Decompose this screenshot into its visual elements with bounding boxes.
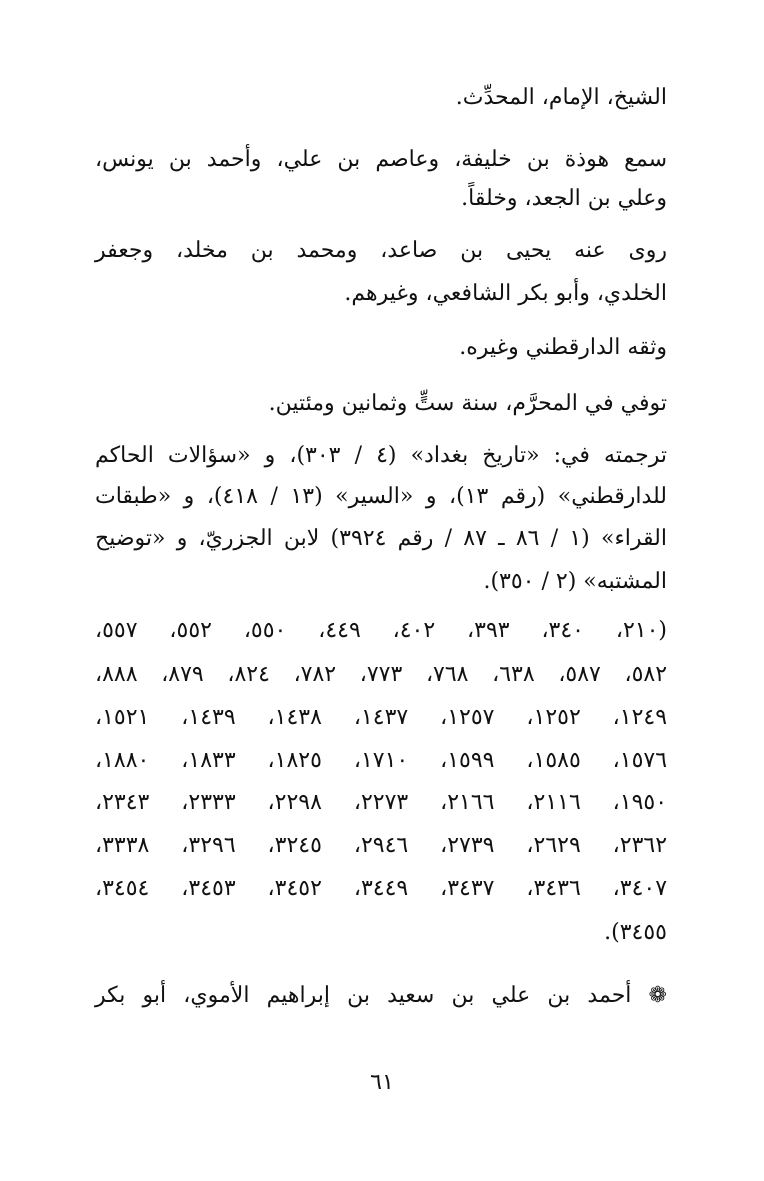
text-line-5: الخلدي، وأبو بكر الشافعي، وغيرهم. — [344, 281, 667, 306]
page-number: ٦١ — [370, 1070, 394, 1095]
next-entry-heading: ❁ أحمد بن علي بن سعيد بن إبراهيم الأموي، أبو بكر — [95, 983, 667, 1008]
reference-line-4: ١٥٧٦، ١٥٨٥، ١٥٩٩، ١٧١٠، ١٨٢٥، ١٨٣٣، ١٨٨٠، — [95, 748, 668, 773]
reference-line-1: (٢١٠، ٣٤٠، ٣٩٣، ٤٠٢، ٤٤٩، ٥٥٠، ٥٥٢، ٥٥٧، — [95, 618, 667, 643]
text-line-1: الشيخ، الإمام، المحدِّث. — [455, 85, 667, 110]
reference-line-2: ٥٨٢، ٥٨٧، ٦٣٨، ٧٦٨، ٧٧٣، ٧٨٢، ٨٢٤، ٨٧٩، ٨٨٨، — [95, 662, 668, 687]
text-line-2: سمع هوذة بن خليفة، وعاصم بن علي، وأحمد بن يونس، — [95, 147, 667, 172]
text-line-9: للدارقطني» (رقم ١٣)، و «السير» (١٣ / ٤١٨)، و «طبقات — [95, 484, 668, 509]
reference-line-5: ١٩٥٠، ٢١١٦، ٢١٦٦، ٢٢٧٣، ٢٢٩٨، ٢٣٣٣، ٢٣٤٣، — [95, 790, 668, 815]
reference-line-8: ٣٤٥٥). — [604, 920, 667, 945]
text-line-10: القراء» (١ / ٨٦ ـ ٨٧ / رقم ٣٩٢٤) لابن الجزريّ، و «توضيح — [95, 526, 667, 551]
text-line-8: ترجمته في: «تاريخ بغداد» (٤ / ٣٠٣)، و «سؤالات الحاكم — [95, 443, 667, 468]
reference-line-6: ٢٣٦٢، ٢٦٢٩، ٢٧٣٩، ٢٩٤٦، ٣٢٤٥، ٣٢٩٦، ٣٣٣٨، — [95, 833, 668, 858]
text-line-4: روى عنه يحيى بن صاعد، ومحمد بن مخلد، وجعفر — [95, 238, 667, 263]
text-line-11: المشتبه» (٢ / ٣٥٠). — [483, 569, 667, 594]
reference-line-3: ١٢٤٩، ١٢٥٢، ١٢٥٧، ١٤٣٧، ١٤٣٨، ١٤٣٩، ١٥٢١، — [95, 705, 668, 730]
reference-line-7: ٣٤٠٧، ٣٤٣٦، ٣٤٣٧، ٣٤٤٩، ٣٤٥٢، ٣٤٥٣، ٣٤٥٤، — [95, 876, 668, 901]
text-line-3: وعلي بن الجعد، وخلقاً. — [461, 186, 667, 211]
text-line-6: وثقه الدارقطني وغيره. — [459, 335, 667, 360]
text-line-7: توفي في المحرَّم، سنة ستٍّ وثمانين ومئتين. — [268, 391, 667, 416]
